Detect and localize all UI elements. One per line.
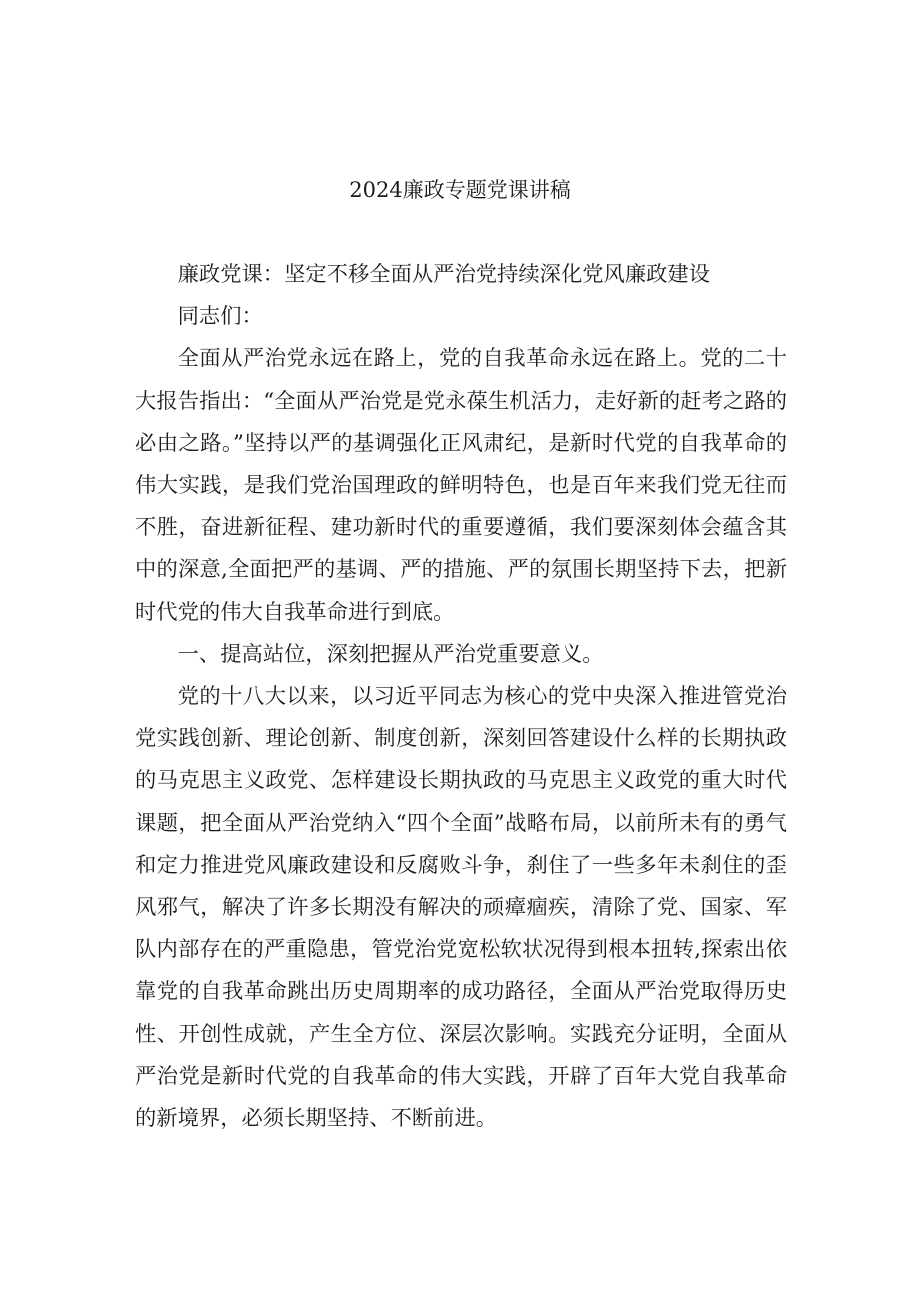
salutation: 同志们：	[177, 304, 263, 330]
body-paragraph: 党的十八大以来，以习近平同志为核心的党中央深入推进管党治党实践创新、理论创新、制度创新，深刻回答建设什么样的长期执政的马克思主义政党、怎样建设长期执政的马克思主义政党的重大时代课题，把全面从严治党纳入“四个全面”战略布局，以前所未有的勇气和定力推进党风廉政建设和反腐败斗争，刹住了一些多年未刹住的歪风邪气，解决了许多长期没有解决的顽瘴痼疾，清除了党、国家、军队内部存在的严重隐患，管党治党宽松软状况得到根本扭转,探索出依靠党的自我革命跳出历史周期率的成功路径，全面从严治党取得历史性、开创性成就，产生全方位、深层次影响。实践充分证明，全面从严治党是新时代党的自我革命的伟大实践，开辟了百年大党自我革命的新境界，必须长期坚持、不断前进。	[135, 684, 787, 1132]
document-title: 2024廉政专题党课讲稿	[349, 178, 571, 202]
document-body	[135, 254, 787, 1140]
section-heading: 一、提高站位，深刻把握从严治党重要意义。	[177, 641, 604, 667]
lecture-subtitle: 廉政党课：坚定不移全面从严治党持续深化党风廉政建设	[177, 262, 711, 287]
body-paragraph: 全面从严治党永远在路上，党的自我革命永远在路上。党的二十大报告指出：“全面从严治党是党永葆生机活力，走好新的赶考之路的必由之路。”坚持以严的基调强化正风肃纪，是新时代党的自我革命的伟大实践，是我们党治国理政的鲜明特色，也是百年来我们党无往而不胜，奋进新征程、建功新时代的重要遵循，我们要深刻体会蕴含其中的深意,全面把严的基调、严的措施、严的氛围长期坚持下去，把新时代党的伟大自我革命进行到底。	[135, 346, 787, 625]
